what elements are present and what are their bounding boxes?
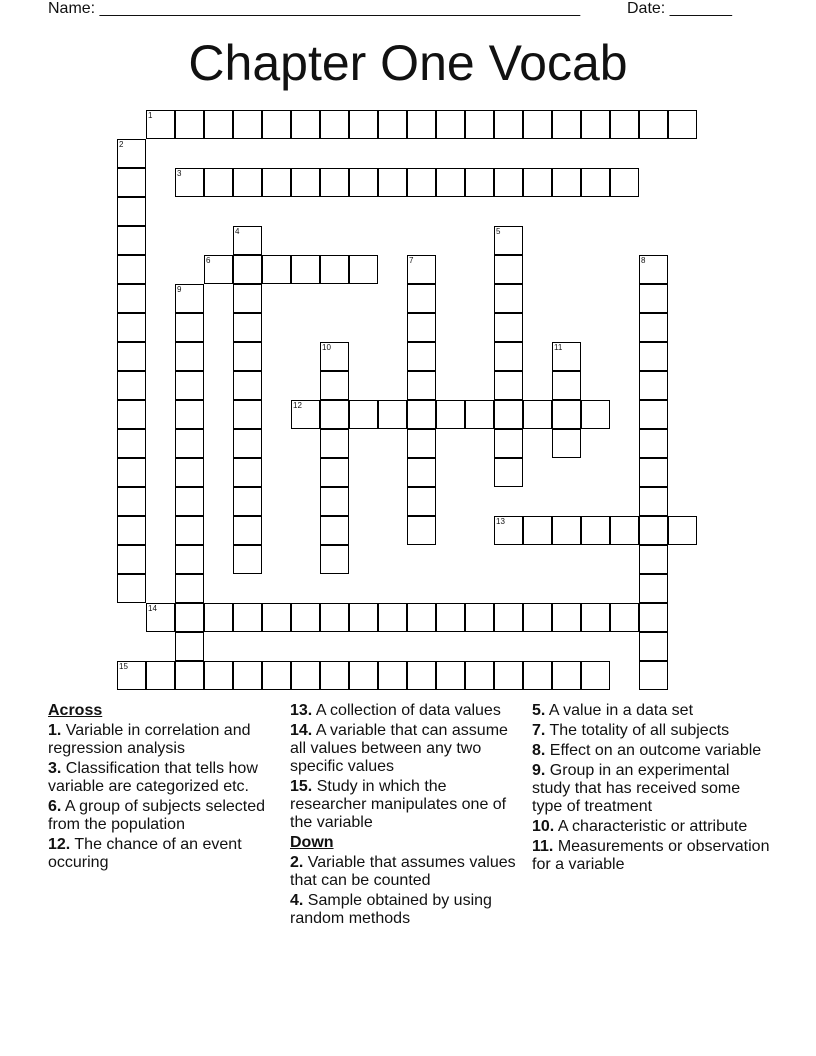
clue-number: 6. (48, 798, 62, 815)
clue-number: 13. (290, 702, 313, 719)
crossword-cell[interactable] (639, 516, 668, 545)
crossword-cell[interactable] (320, 487, 349, 516)
crossword-cell[interactable] (175, 284, 204, 313)
crossword-cell[interactable] (233, 168, 262, 197)
crossword-cell[interactable] (552, 516, 581, 545)
crossword-cell[interactable] (494, 429, 523, 458)
crossword-cell[interactable] (175, 661, 204, 690)
crossword-cell[interactable] (320, 400, 349, 429)
crossword-cell[interactable] (146, 603, 175, 632)
crossword-cell[interactable] (523, 168, 552, 197)
crossword-cell[interactable] (465, 400, 494, 429)
crossword-cell[interactable] (407, 661, 436, 690)
crossword-cell[interactable] (175, 458, 204, 487)
crossword-cell[interactable] (523, 603, 552, 632)
crossword-cell[interactable] (581, 661, 610, 690)
crossword-cell[interactable] (639, 371, 668, 400)
crossword-cell[interactable] (407, 110, 436, 139)
clue-number: 12. (48, 836, 71, 853)
crossword-cell[interactable] (494, 661, 523, 690)
page-title: Chapter One Vocab (188, 35, 628, 91)
crossword-cell[interactable] (494, 284, 523, 313)
crossword-cell[interactable] (407, 429, 436, 458)
clue-number: 8. (532, 742, 546, 759)
crossword-cell[interactable] (610, 110, 639, 139)
crossword-cell[interactable] (117, 255, 146, 284)
crossword-cell[interactable] (523, 661, 552, 690)
crossword-cell[interactable] (320, 342, 349, 371)
crossword-cell[interactable] (117, 661, 146, 690)
crossword-cell[interactable] (465, 603, 494, 632)
crossword-cell[interactable] (320, 603, 349, 632)
clue-down-2 (290, 854, 526, 890)
crossword-cell[interactable] (610, 603, 639, 632)
clue-text: A characteristic or attribute (557, 818, 748, 835)
crossword-cell[interactable] (581, 603, 610, 632)
crossword-cell[interactable] (262, 661, 291, 690)
crossword-cell[interactable] (668, 110, 697, 139)
crossword-cell[interactable] (407, 371, 436, 400)
clue-down-5 (532, 702, 772, 720)
clue-number-label: 2 (119, 140, 124, 149)
crossword-cell[interactable] (233, 545, 262, 574)
clue-number: 9. (532, 762, 546, 779)
crossword-cell[interactable] (146, 661, 175, 690)
clue-number-label: 3 (177, 169, 182, 178)
crossword-cell[interactable] (320, 168, 349, 197)
crossword-cell[interactable] (465, 168, 494, 197)
crossword-cell[interactable] (146, 110, 175, 139)
clue-number-label: 9 (177, 285, 182, 294)
crossword-cell[interactable] (610, 516, 639, 545)
crossword-cell[interactable] (378, 661, 407, 690)
clue-text: Variable in correlation and regression analysis (48, 722, 251, 757)
crossword-cell[interactable] (117, 458, 146, 487)
across-heading: Across (48, 702, 103, 719)
crossword-cell[interactable] (320, 255, 349, 284)
crossword-cell[interactable] (581, 110, 610, 139)
crossword-cell[interactable] (639, 545, 668, 574)
crossword-cell[interactable] (204, 168, 233, 197)
crossword-cell[interactable] (581, 516, 610, 545)
clue-number-label: 1 (148, 111, 153, 120)
crossword-cell[interactable] (639, 429, 668, 458)
clue-across-13 (290, 702, 526, 720)
crossword-cell[interactable] (523, 400, 552, 429)
clue-number-label: 7 (409, 256, 414, 265)
crossword-cell[interactable] (407, 487, 436, 516)
crossword-cell[interactable] (465, 110, 494, 139)
clue-number: 2. (290, 854, 304, 871)
crossword-cell[interactable] (552, 342, 581, 371)
crossword-cell[interactable] (117, 284, 146, 313)
down-heading: Down (290, 834, 334, 851)
crossword-cell[interactable] (407, 284, 436, 313)
crossword-cell[interactable] (639, 603, 668, 632)
clue-number: 10. (532, 818, 555, 835)
crossword-cell[interactable] (349, 603, 378, 632)
crossword-cell[interactable] (117, 139, 146, 168)
crossword-cell[interactable] (320, 110, 349, 139)
crossword-cell[interactable] (639, 632, 668, 661)
crossword-cell[interactable] (349, 110, 378, 139)
crossword-cell[interactable] (668, 516, 697, 545)
crossword-cell[interactable] (523, 110, 552, 139)
crossword-cell[interactable] (436, 110, 465, 139)
clue-number: 15. (290, 778, 313, 795)
crossword-cell[interactable] (407, 603, 436, 632)
crossword-cell[interactable] (175, 545, 204, 574)
crossword-cell[interactable] (233, 342, 262, 371)
crossword-cell[interactable] (175, 429, 204, 458)
clue-down-9 (532, 762, 772, 816)
clues-column-2 (290, 702, 526, 930)
crossword-cell[interactable] (349, 400, 378, 429)
clue-number: 14. (290, 722, 313, 739)
name-field-label: Name: ______________________________________________________ (48, 0, 581, 17)
crossword-cell[interactable] (436, 168, 465, 197)
crossword-cell[interactable] (175, 168, 204, 197)
crossword-cell[interactable] (552, 429, 581, 458)
crossword-cell[interactable] (233, 603, 262, 632)
date-field-label: Date: _______ (627, 0, 732, 17)
crossword-cell[interactable] (175, 632, 204, 661)
crossword-cell[interactable] (581, 168, 610, 197)
crossword-cell[interactable] (552, 371, 581, 400)
clue-text: A value in a data set (548, 702, 694, 719)
crossword-cell[interactable] (233, 226, 262, 255)
clue-number-label: 11 (554, 343, 563, 352)
crossword-cell[interactable] (494, 516, 523, 545)
crossword-cell[interactable] (233, 313, 262, 342)
crossword-cell[interactable] (407, 400, 436, 429)
clue-text: Measurements or observation for a variable (532, 838, 770, 873)
clue-down-7 (532, 722, 772, 740)
clue-down-10 (532, 818, 772, 836)
crossword-cell[interactable] (233, 516, 262, 545)
clue-down-8 (532, 742, 772, 760)
crossword-cell[interactable] (175, 487, 204, 516)
clue-number-label: 14 (148, 604, 157, 613)
crossword-cell[interactable] (552, 400, 581, 429)
clue-across-6 (48, 798, 280, 834)
crossword-cell[interactable] (610, 168, 639, 197)
clue-text: Effect on an outcome variable (549, 742, 762, 759)
crossword-cell[interactable] (175, 516, 204, 545)
crossword-cell[interactable] (465, 661, 494, 690)
clue-number: 3. (48, 760, 62, 777)
crossword-cell[interactable] (552, 603, 581, 632)
crossword-cell[interactable] (494, 226, 523, 255)
clue-number: 4. (290, 892, 304, 909)
clue-text: Group in an experimental study that has received some type of treatment (532, 762, 741, 815)
crossword-cell[interactable] (320, 429, 349, 458)
crossword-cell[interactable] (639, 487, 668, 516)
crossword-cell[interactable] (639, 661, 668, 690)
clue-across-12 (48, 836, 280, 872)
crossword-cell[interactable] (436, 603, 465, 632)
crossword-cell[interactable] (639, 400, 668, 429)
crossword-cell[interactable] (117, 371, 146, 400)
crossword-cell[interactable] (320, 516, 349, 545)
clue-text: Variable that assumes values that can be counted (290, 854, 516, 889)
clue-number-label: 10 (322, 343, 331, 352)
crossword-cell[interactable] (552, 110, 581, 139)
crossword-cell[interactable] (639, 284, 668, 313)
crossword-cell[interactable] (262, 168, 291, 197)
crossword-cell[interactable] (639, 313, 668, 342)
crossword-cell[interactable] (175, 313, 204, 342)
clue-number-label: 8 (641, 256, 646, 265)
crossword-cell[interactable] (581, 400, 610, 429)
crossword-cell[interactable] (291, 603, 320, 632)
crossword-cell[interactable] (436, 661, 465, 690)
crossword-cell[interactable] (233, 458, 262, 487)
crossword-cell[interactable] (291, 255, 320, 284)
crossword-cell[interactable] (494, 342, 523, 371)
crossword-cell[interactable] (175, 342, 204, 371)
clue-number-label: 5 (496, 227, 501, 236)
crossword-cell[interactable] (233, 371, 262, 400)
crossword-cell[interactable] (291, 168, 320, 197)
crossword-cell[interactable] (494, 255, 523, 284)
crossword-cell[interactable] (639, 110, 668, 139)
crossword-cell[interactable] (262, 603, 291, 632)
crossword-cell[interactable] (407, 168, 436, 197)
clue-number-label: 15 (119, 662, 128, 671)
clue-number-label: 4 (235, 227, 240, 236)
crossword-cell[interactable] (407, 458, 436, 487)
crossword-cell[interactable] (378, 168, 407, 197)
crossword-cell[interactable] (320, 545, 349, 574)
crossword-cell[interactable] (117, 168, 146, 197)
crossword-cell[interactable] (639, 342, 668, 371)
crossword-cell[interactable] (494, 603, 523, 632)
crossword-cell[interactable] (494, 168, 523, 197)
crossword-cell[interactable] (117, 226, 146, 255)
clue-number: 5. (532, 702, 546, 719)
crossword-cell[interactable] (494, 458, 523, 487)
crossword-cell[interactable] (233, 110, 262, 139)
crossword-cell[interactable] (117, 429, 146, 458)
crossword-cell[interactable] (233, 255, 262, 284)
crossword-cell[interactable] (378, 603, 407, 632)
crossword-cell[interactable] (494, 400, 523, 429)
crossword-cell[interactable] (233, 661, 262, 690)
crossword-cell[interactable] (117, 400, 146, 429)
crossword-cell[interactable] (117, 313, 146, 342)
crossword-cell[interactable] (291, 661, 320, 690)
crossword-cell[interactable] (262, 110, 291, 139)
crossword-cell[interactable] (378, 110, 407, 139)
crossword-cell[interactable] (639, 458, 668, 487)
clue-across-15 (290, 778, 526, 832)
crossword-cell[interactable] (494, 371, 523, 400)
clue-text: Study in which the researcher manipulates one of the variable (290, 778, 507, 831)
crossword-cell[interactable] (494, 110, 523, 139)
crossword-cell[interactable] (349, 661, 378, 690)
crossword-cell[interactable] (233, 284, 262, 313)
crossword-cell[interactable] (175, 371, 204, 400)
crossword-cell[interactable] (494, 313, 523, 342)
crossword-cell[interactable] (175, 574, 204, 603)
clue-text: A variable that can assume all values between any two specific values (290, 722, 508, 775)
clue-number-label: 6 (206, 256, 211, 265)
crossword-cell[interactable] (407, 255, 436, 284)
crossword-cell[interactable] (523, 516, 552, 545)
crossword-cell[interactable] (552, 661, 581, 690)
crossword-cell[interactable] (320, 458, 349, 487)
clue-number: 1. (48, 722, 62, 739)
crossword-cell[interactable] (204, 661, 233, 690)
clue-number-label: 12 (293, 401, 302, 410)
crossword-cell[interactable] (320, 661, 349, 690)
crossword-cell[interactable] (117, 574, 146, 603)
crossword-cell[interactable] (204, 110, 233, 139)
clue-across-14 (290, 722, 526, 776)
crossword-cell[interactable] (349, 168, 378, 197)
crossword-cell[interactable] (117, 545, 146, 574)
crossword-cell[interactable] (233, 429, 262, 458)
crossword-cell[interactable] (436, 400, 465, 429)
crossword-cell[interactable] (552, 168, 581, 197)
clue-text: Sample obtained by using random methods (290, 892, 492, 927)
crossword-cell[interactable] (262, 255, 291, 284)
crossword-cell[interactable] (117, 197, 146, 226)
crossword-cell[interactable] (349, 255, 378, 284)
clue-text: Classification that tells how variable are categorized etc. (48, 760, 258, 795)
clue-text: The totality of all subjects (549, 722, 730, 739)
crossword-cell[interactable] (117, 487, 146, 516)
clues-column-3 (532, 702, 772, 876)
crossword-cell[interactable] (175, 603, 204, 632)
clue-number: 11. (532, 838, 554, 855)
clue-text: A group of subjects selected from the population (48, 798, 266, 833)
clue-number: 7. (532, 722, 546, 739)
crossword-cell[interactable] (407, 342, 436, 371)
clue-down-4 (290, 892, 526, 928)
crossword-cell[interactable] (378, 400, 407, 429)
crossword-cell[interactable] (175, 110, 204, 139)
crossword-cell[interactable] (291, 110, 320, 139)
clue-number-label: 13 (496, 517, 505, 526)
crossword-cell[interactable] (639, 255, 668, 284)
clue-text: The chance of an event occuring (48, 836, 242, 871)
crossword-cell[interactable] (407, 516, 436, 545)
clue-across-1 (48, 722, 280, 758)
crossword-cell[interactable] (639, 574, 668, 603)
crossword-cell[interactable] (291, 400, 320, 429)
clues-column-1 (48, 702, 280, 874)
crossword-cell[interactable] (204, 603, 233, 632)
clue-across-3 (48, 760, 280, 796)
crossword-cell[interactable] (204, 255, 233, 284)
crossword-cell[interactable] (233, 400, 262, 429)
clue-text: A collection of data values (315, 702, 501, 719)
crossword-cell[interactable] (117, 342, 146, 371)
crossword-cell[interactable] (320, 371, 349, 400)
crossword-cell[interactable] (407, 313, 436, 342)
crossword-cell[interactable] (233, 487, 262, 516)
clue-down-11 (532, 838, 772, 874)
crossword-cell[interactable] (175, 400, 204, 429)
crossword-cell[interactable] (117, 516, 146, 545)
